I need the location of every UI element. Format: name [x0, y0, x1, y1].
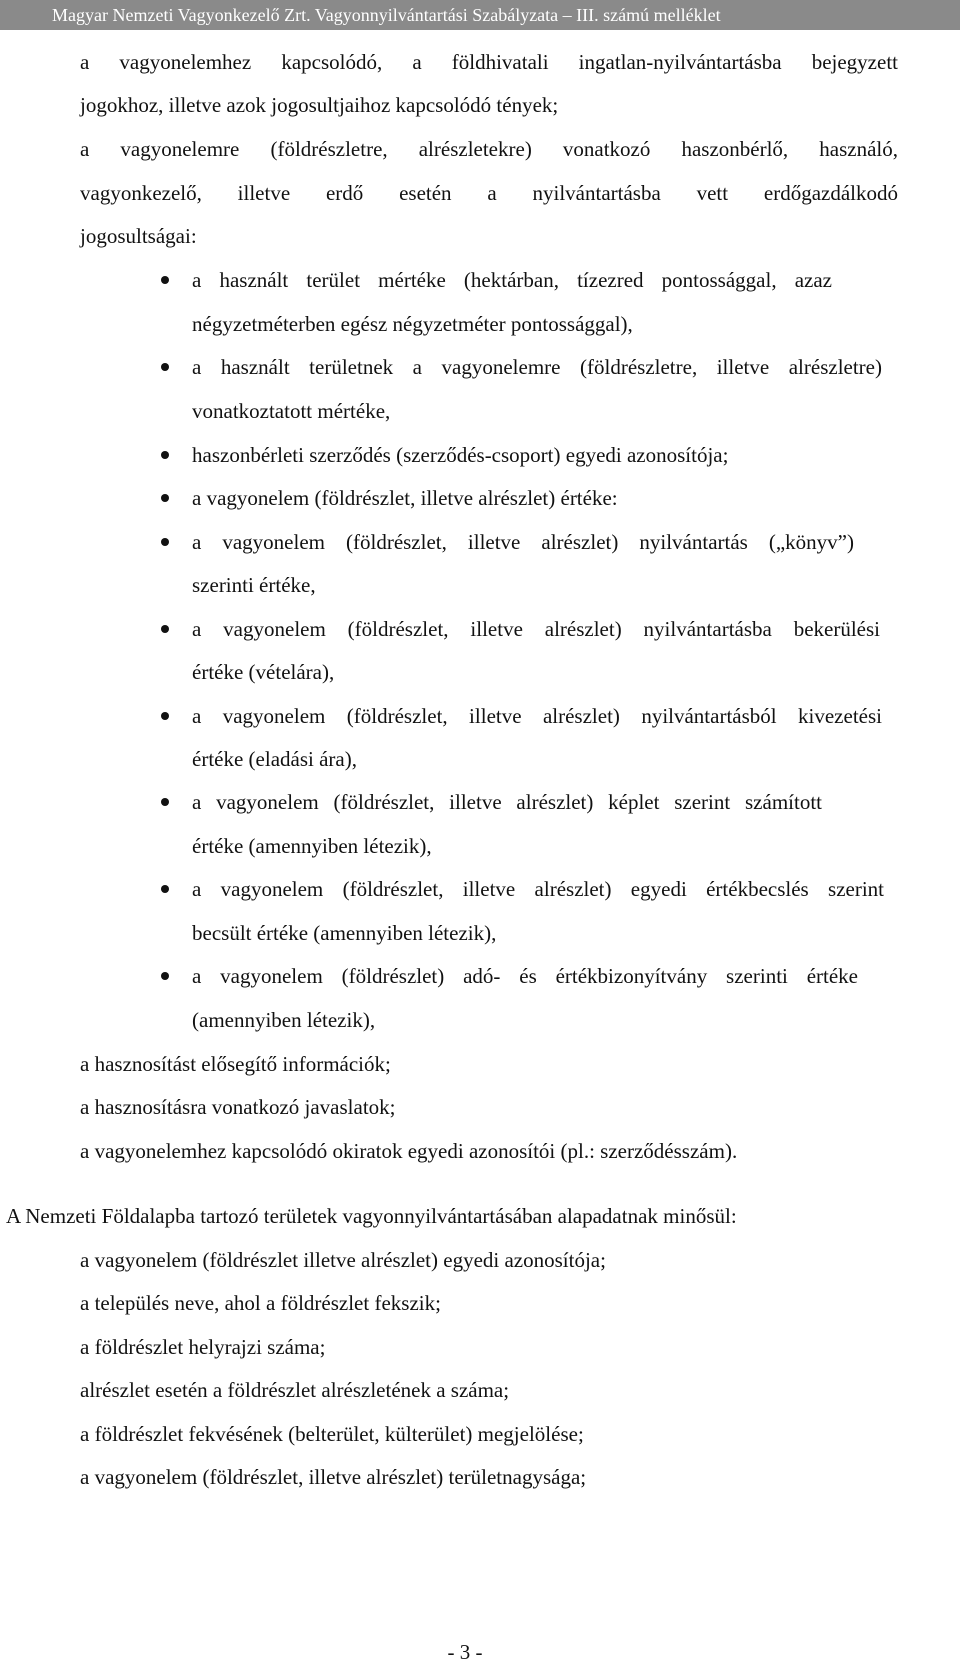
bullet-dot	[161, 712, 169, 720]
bullet-item-5-line-2: szerinti értéke,	[192, 573, 316, 597]
bullet-item-5-line-1: a vagyonelem (földrészlet, illetve alrészlet) nyilvántartás („könyv”)	[192, 530, 854, 554]
bullet-item-2-line-1: a használt területnek a vagyonelemre (földrészletre, illetve alrészletre)	[192, 355, 882, 379]
intro-line-2: jogokhoz, illetve azok jogosultjaihoz kapcsolódó tények;	[80, 93, 559, 117]
bullet-item-1-line-1: a használt terület mértéke (hektárban, tízezred pontossággal, azaz	[192, 268, 832, 292]
bullet-item-7-line-1: a vagyonelem (földrészlet, illetve alrészlet) nyilvántartásból kivezetési	[192, 704, 882, 728]
bullet-item-2-line-2: vonatkoztatott mértéke,	[192, 399, 391, 423]
bullet-item-10-line-1: a vagyonelem (földrészlet) adó- és értékbizonyítvány szerinti értéke	[192, 964, 858, 988]
after-line-2: a hasznosításra vonatkozó javaslatok;	[80, 1095, 396, 1119]
bullet-item-3-line-1: haszonbérleti szerződés (szerződés-csoport) egyedi azonosítója;	[192, 443, 729, 467]
page-number: - 3 -	[447, 1640, 483, 1664]
bullet-item-7-line-2: értéke (eladási ára),	[192, 747, 357, 771]
bullet-item-6-line-2: értéke (vételára),	[192, 660, 335, 684]
bullet-item-8-line-1: a vagyonelem (földrészlet, illetve alrészlet) képlet szerint számított	[192, 790, 822, 814]
bullet-dot	[161, 494, 169, 502]
section2-line-1: a vagyonelem (földrészlet illetve alrészlet) egyedi azonosítója;	[80, 1248, 606, 1272]
bullet-item-9-line-1: a vagyonelem (földrészlet, illetve alrészlet) egyedi értékbecslés szerint	[192, 877, 884, 901]
section2-line-6: a vagyonelem (földrészlet, illetve alrészlet) területnagysága;	[80, 1465, 587, 1489]
bullet-item-9-line-2: becsült értéke (amennyiben létezik),	[192, 921, 497, 945]
section2-line-3: a földrészlet helyrajzi száma;	[80, 1335, 326, 1359]
section2-heading: A Nemzeti Földalapba tartozó területek vagyonnyilvántartásában alapadatnak minősül:	[6, 1204, 737, 1228]
bullet-dot	[161, 276, 169, 284]
bullet-item-1-line-2: négyzetméterben egész négyzetméter pontossággal),	[192, 312, 633, 336]
section2-line-4: alrészlet esetén a földrészlet alrészletének a száma;	[80, 1378, 510, 1402]
bullet-dot	[161, 972, 169, 980]
section2-line-5: a földrészlet fekvésének (belterület, külterület) megjelölése;	[80, 1422, 584, 1446]
section2-line-2: a település neve, ahol a földrészlet fekszik;	[80, 1291, 441, 1315]
bullet-item-10-line-2: (amennyiben létezik),	[192, 1008, 376, 1032]
intro-line-4: vagyonkezelő, illetve erdő esetén a nyilvántartásba vett erdőgazdálkodó	[80, 181, 898, 205]
bullet-dot	[161, 363, 169, 371]
bullet-dot	[161, 538, 169, 546]
after-line-3: a vagyonelemhez kapcsolódó okiratok egyedi azonosítói (pl.: szerződésszám).	[80, 1139, 738, 1163]
after-line-1: a hasznosítást elősegítő információk;	[80, 1052, 391, 1076]
bullet-dot	[161, 451, 169, 459]
intro-line-1: a vagyonelemhez kapcsolódó, a földhivatali ingatlan-nyilvántartásba bejegyzett	[80, 50, 898, 74]
document-header: Magyar Nemzeti Vagyonkezelő Zrt. Vagyonnyilvántartási Szabályzata – III. számú melléklet	[0, 0, 960, 30]
bullet-item-8-line-2: értéke (amennyiben létezik),	[192, 834, 432, 858]
bullet-dot	[161, 885, 169, 893]
bullet-dot	[161, 798, 169, 806]
intro-line-3: a vagyonelemre (földrészletre, alrészletekre) vonatkozó haszonbérlő, használó,	[80, 137, 898, 161]
bullet-item-6-line-1: a vagyonelem (földrészlet, illetve alrészlet) nyilvántartásba bekerülési	[192, 617, 880, 641]
bullet-dot	[161, 625, 169, 633]
intro-line-5: jogosultságai:	[80, 224, 197, 248]
bullet-item-4-line-1: a vagyonelem (földrészlet, illetve alrészlet) értéke:	[192, 486, 618, 510]
